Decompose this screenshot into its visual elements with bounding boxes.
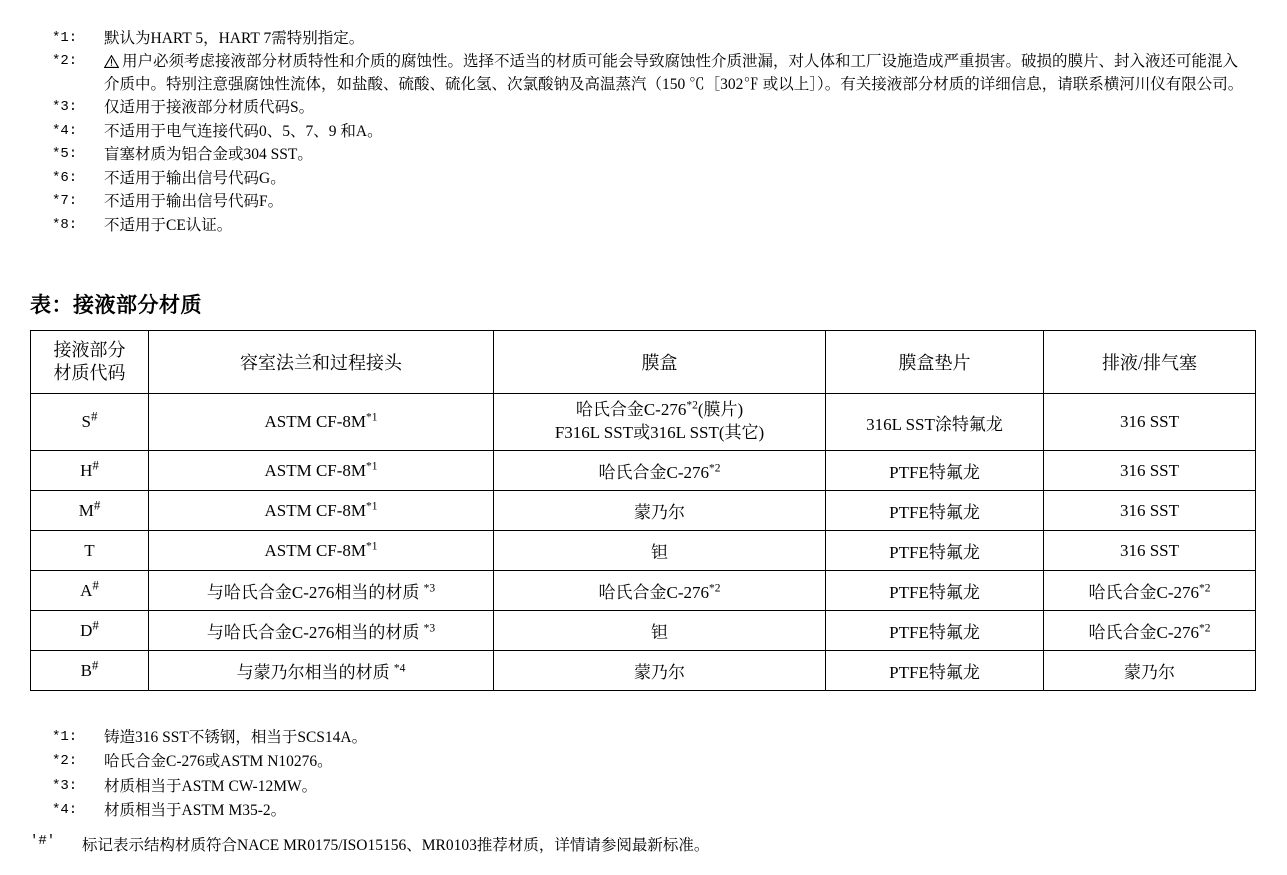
- cell-gasket: PTFE特氟龙: [826, 491, 1044, 531]
- flange-footnote-ref: *3: [423, 622, 436, 635]
- footnote-row: [52, 215, 1252, 237]
- footnote-tag: *6:: [52, 169, 78, 186]
- cell-material-code: [31, 651, 149, 691]
- footnote-tag: *8:: [52, 216, 78, 233]
- footnote-row: [52, 727, 1232, 749]
- flange-value: 与哈氏合金C-276相当的材质: [206, 623, 424, 642]
- flange-value: 与哈氏合金C-276相当的材质: [206, 583, 424, 602]
- warning-triangle-icon: [104, 55, 119, 68]
- plug-value: 哈氏合金C-276: [1088, 623, 1199, 642]
- cell-flange: [149, 491, 494, 531]
- code-value: S: [81, 412, 91, 431]
- cell-capsule: [494, 531, 826, 571]
- cell-plug: [1044, 491, 1256, 531]
- code-value: B: [80, 660, 92, 680]
- code-value: H: [80, 460, 93, 480]
- footnote-text: 不适用于输出信号代码G。: [104, 169, 286, 187]
- plug-value: 316 SST: [1119, 412, 1180, 431]
- nace-hash-mark: #: [92, 576, 99, 592]
- cell-capsule: [494, 571, 826, 611]
- capsule-line-1: 哈氏合金C-276: [575, 400, 687, 420]
- table-row: [31, 451, 1256, 491]
- plug-value: 蒙乃尔: [1124, 663, 1175, 682]
- cell-flange: [149, 394, 494, 451]
- nace-note-tag: '#': [30, 833, 56, 849]
- nace-hash-mark: #: [91, 656, 99, 672]
- footnote-text: 材质相当于ASTM M35-2。: [104, 802, 287, 820]
- column-header-code: [31, 331, 149, 394]
- footnote-row: [52, 800, 1232, 822]
- flange-footnote-ref: *1: [366, 499, 378, 512]
- footnote-text: 不适用于输出信号代码F。: [104, 193, 284, 211]
- cell-gasket: PTFE特氟龙: [826, 611, 1044, 651]
- cell-material-code: [31, 531, 149, 571]
- nace-hash-mark: #: [93, 496, 101, 512]
- table-row: [31, 531, 1256, 571]
- cell-flange: [149, 611, 494, 651]
- flange-value: ASTM CF-8M: [264, 540, 367, 560]
- footnote-text-span: 默认为HART 5，HART 7需特别指定。: [104, 30, 365, 47]
- capsule-footnote-ref: *2: [709, 462, 721, 475]
- cell-material-code: [31, 394, 149, 451]
- column-header-gasket: 膜盒垫片: [826, 331, 1044, 394]
- footnote-tag: *4:: [52, 122, 78, 139]
- footnote-text-span: 用户必须考虑接液部分材质特性和介质的腐蚀性。选择不适当的材质可能会导致腐蚀性介质泄漏，对人体和工厂设施造成严重损害。破损的膜片、封入液还可能混入介质中。特别注意强腐蚀性流体，如盐酸、硫酸、硫化氢、次氯酸钠及高温蒸汽（150 ℃［302℉ 或以上］）。有关接液部分材质的详细信息，请联系横河川仪有限公司。: [104, 53, 1244, 93]
- footnote-row: [52, 144, 1252, 166]
- footnote-text: [104, 28, 1252, 50]
- flange-footnote-ref: *4: [393, 662, 406, 675]
- cell-flange: [149, 571, 494, 611]
- flange-value: ASTM CF-8M: [264, 500, 367, 520]
- footnotes-top: [52, 28, 1252, 238]
- flange-footnote-ref: *1: [366, 539, 378, 552]
- plug-value: 316 SST: [1119, 540, 1180, 560]
- cell-plug: [1044, 531, 1256, 571]
- code-value: A: [80, 580, 93, 600]
- table-row: [31, 394, 1256, 451]
- capsule-footnote-ref: *2: [686, 399, 698, 412]
- cell-gasket: PTFE特氟龙: [826, 571, 1044, 611]
- wetted-parts-material-table: [30, 330, 1256, 691]
- footnotes-bottom: [52, 727, 1232, 825]
- cell-gasket: PTFE特氟龙: [826, 451, 1044, 491]
- capsule-footnote-ref: *2: [709, 582, 721, 595]
- cell-capsule: [494, 651, 826, 691]
- cell-capsule: [494, 394, 826, 451]
- footnote-tag: *3:: [52, 777, 78, 794]
- cell-flange: [149, 531, 494, 571]
- footnote-text: 不适用于CE认证。: [104, 216, 233, 234]
- cell-gasket: 316L SST涂特氟龙: [826, 394, 1044, 451]
- cell-capsule: [494, 491, 826, 531]
- plug-footnote-ref: *2: [1199, 622, 1211, 635]
- column-header-capsule: 膜盒: [494, 331, 826, 394]
- nace-hash-mark: #: [90, 408, 98, 424]
- cell-gasket: PTFE特氟龙: [826, 651, 1044, 691]
- cell-gasket: PTFE特氟龙: [826, 531, 1044, 571]
- footnote-row: [52, 28, 1252, 50]
- capsule-line-1-tail: (膜片): [697, 400, 744, 420]
- table-row: [31, 571, 1256, 611]
- cell-flange: [149, 651, 494, 691]
- cell-plug: [1044, 451, 1256, 491]
- footnote-tag: *1:: [52, 30, 78, 46]
- cell-material-code: [31, 491, 149, 531]
- flange-footnote-ref: *1: [366, 459, 378, 472]
- footnote-tag: *5:: [52, 146, 78, 163]
- footnote-text: [104, 51, 1252, 96]
- footnote-row: [52, 776, 1232, 798]
- nace-note: [30, 833, 709, 855]
- flange-footnote-ref: *3: [423, 582, 436, 595]
- footnote-tag: *2:: [52, 753, 78, 770]
- cell-plug: [1044, 651, 1256, 691]
- plug-value: 哈氏合金C-276: [1088, 583, 1199, 602]
- footnote-row: [52, 121, 1252, 143]
- header-line-2: 材质代码: [53, 363, 126, 383]
- cell-plug: [1044, 571, 1256, 611]
- code-value: D: [80, 620, 93, 640]
- footnote-row-warning: [52, 51, 1252, 96]
- header-line-1: 接液部分: [53, 339, 126, 360]
- footnote-tag: *7:: [52, 193, 78, 210]
- nace-note-text: 标记表示结构材质符合NACE MR0175/ISO15156、MR0103推荐材质，详情请参阅最新标准。: [82, 837, 710, 854]
- column-header-flange: 容室法兰和过程接头: [149, 331, 494, 394]
- capsule-line-2: F316L SST或316L SST(其它): [554, 423, 765, 442]
- nace-hash-mark: #: [92, 616, 99, 632]
- footnote-text: 不适用于电气连接代码0、5、7、9 和A。: [104, 122, 383, 140]
- cell-plug: [1044, 394, 1256, 451]
- table-header-row: [31, 331, 1256, 394]
- footnote-tag: *4:: [52, 802, 78, 819]
- footnote-text: 哈氏合金C-276或ASTM N10276。: [104, 753, 333, 771]
- footnote-row: [52, 168, 1252, 190]
- footnote-text: 盲塞材质为铝合金或304 SST。: [104, 146, 313, 164]
- cell-capsule: [494, 451, 826, 491]
- cell-capsule: [494, 611, 826, 651]
- code-value: M: [78, 500, 94, 520]
- cell-material-code: [31, 611, 149, 651]
- plug-value: 316 SST: [1119, 460, 1180, 480]
- footnote-row: [52, 97, 1252, 119]
- capsule-line-1: 哈氏合金C-276: [598, 583, 709, 602]
- capsule-line-1: 蒙乃尔: [634, 663, 685, 682]
- capsule-line-1: 哈氏合金C-276: [598, 463, 709, 482]
- footnote-text: 仅适用于接液部分材质代码S。: [104, 99, 315, 117]
- cell-material-code: [31, 451, 149, 491]
- flange-footnote-ref: *1: [366, 411, 378, 424]
- cell-flange: [149, 451, 494, 491]
- flange-value: 与蒙乃尔相当的材质: [236, 663, 394, 682]
- table-row: [31, 651, 1256, 691]
- table-row: [31, 611, 1256, 651]
- cell-material-code: [31, 571, 149, 611]
- footnote-text: 材质相当于ASTM CW-12MW。: [104, 777, 318, 795]
- flange-value: ASTM CF-8M: [264, 460, 367, 480]
- capsule-line-1: 钽: [651, 623, 668, 642]
- cell-plug: [1044, 611, 1256, 651]
- nace-hash-mark: #: [92, 456, 99, 472]
- footnote-row: [52, 191, 1252, 213]
- capsule-line-1: 钽: [651, 543, 668, 562]
- footnote-text: 铸造316 SST不锈钢，相当于SCS14A。: [104, 729, 368, 746]
- footnote-tag: *3:: [52, 99, 78, 116]
- footnote-tag: *2:: [52, 53, 78, 70]
- table-title: 表：接液部分材质: [30, 294, 202, 317]
- footnote-tag: *1:: [52, 729, 78, 745]
- plug-value: 316 SST: [1119, 500, 1180, 520]
- capsule-line-1: 蒙乃尔: [634, 503, 685, 522]
- code-value: T: [84, 540, 95, 560]
- table-row: [31, 491, 1256, 531]
- flange-value: ASTM CF-8M: [264, 412, 367, 431]
- footnote-row: [52, 751, 1232, 773]
- column-header-plug: 排液/排气塞: [1044, 331, 1256, 394]
- plug-footnote-ref: *2: [1199, 582, 1211, 595]
